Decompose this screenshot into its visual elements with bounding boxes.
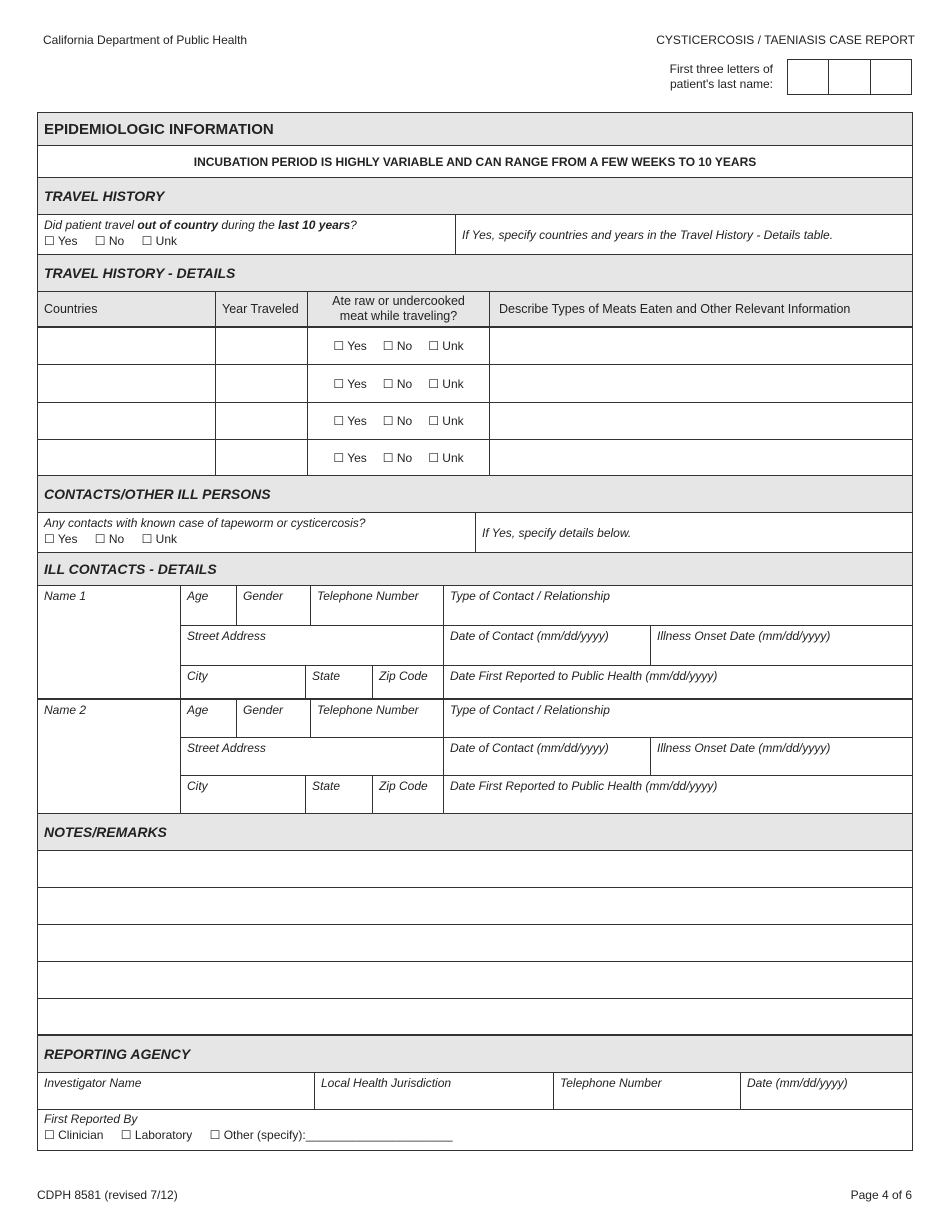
laboratory-checkbox[interactable]: ☐ Laboratory bbox=[120, 1128, 193, 1142]
case-report-form bbox=[37, 112, 913, 1151]
contact-block-2 bbox=[38, 700, 912, 814]
gender-field[interactable]: Gender bbox=[237, 586, 311, 625]
travel-row bbox=[38, 365, 912, 403]
reporting-section-header: REPORTING AGENCY bbox=[38, 1036, 912, 1073]
travel-question: Did patient travel out of country during the last 10 years? ☐ Yes ☐ No ☐ Unk bbox=[38, 215, 456, 254]
travel-row bbox=[38, 440, 912, 476]
ate-unk-checkbox[interactable]: ☐ Unk bbox=[428, 339, 464, 353]
age-field[interactable]: Age bbox=[181, 700, 237, 737]
col-describe: Describe Types of Meats Eaten and Other Relevant Information bbox=[490, 292, 912, 326]
travel-unk-checkbox[interactable]: ☐ Unk bbox=[141, 234, 178, 248]
state-field[interactable]: State bbox=[306, 666, 373, 698]
ate-no-checkbox[interactable]: ☐ No bbox=[382, 339, 413, 353]
notes-line[interactable] bbox=[38, 888, 912, 925]
contact-name-1[interactable]: Name 1 bbox=[38, 586, 181, 698]
contacts-question-row bbox=[38, 513, 912, 553]
date-first-reported-field[interactable]: Date First Reported to Public Health (mm/dd/yyyy) bbox=[450, 669, 718, 683]
city-field[interactable]: City bbox=[181, 666, 306, 698]
state-field[interactable]: State bbox=[306, 776, 373, 813]
type-contact-field[interactable]: Type of Contact / Relationship bbox=[450, 703, 610, 717]
contacts-unk-checkbox[interactable]: ☐ Unk bbox=[141, 532, 178, 546]
telephone-field[interactable]: Telephone Number bbox=[311, 586, 444, 625]
form-id: CDPH 8581 (revised 7/12) bbox=[37, 1188, 178, 1202]
contacts-question: Any contacts with known case of tapeworm or cysticercosis? ☐ Yes ☐ No ☐ Unk bbox=[38, 513, 476, 552]
ill-contacts-header: ILL CONTACTS - DETAILS bbox=[38, 553, 912, 586]
date-first-reported-field[interactable]: Date First Reported to Public Health (mm/dd/yyyy) bbox=[450, 779, 718, 793]
notes-line[interactable] bbox=[38, 999, 912, 1036]
page-number: Page 4 of 6 bbox=[850, 1188, 912, 1202]
illness-onset-field[interactable]: Illness Onset Date (mm/dd/yyyy) bbox=[657, 629, 831, 643]
travel-row bbox=[38, 328, 912, 365]
year-input[interactable] bbox=[216, 328, 308, 364]
initials-boxes bbox=[787, 59, 912, 95]
first-reported-row: First Reported By ☐ Clinician ☐ Laboratory ☐ Other (specify):______________________ bbox=[44, 1112, 453, 1142]
epi-section-header: EPIDEMIOLOGIC INFORMATION bbox=[38, 113, 912, 146]
col-countries: Countries bbox=[38, 292, 216, 326]
contacts-no-checkbox[interactable]: ☐ No bbox=[94, 532, 125, 546]
contacts-section-header: CONTACTS/OTHER ILL PERSONS bbox=[38, 476, 912, 513]
street-field[interactable]: Street Address bbox=[181, 738, 444, 775]
ate-no-checkbox[interactable]: ☐ No bbox=[382, 414, 413, 428]
ate-unk-checkbox[interactable]: ☐ Unk bbox=[428, 450, 464, 465]
clinician-checkbox[interactable]: ☐ Clinician bbox=[44, 1128, 104, 1142]
year-input[interactable] bbox=[216, 440, 308, 475]
ate-no-checkbox[interactable]: ☐ No bbox=[382, 376, 413, 391]
other-checkbox[interactable]: ☐ Other (specify):______________________ bbox=[209, 1128, 453, 1142]
zip-field[interactable]: Zip Code bbox=[373, 776, 444, 813]
ate-yes-checkbox[interactable]: ☐ Yes bbox=[333, 414, 367, 428]
contacts-hint: If Yes, specify details below. bbox=[482, 525, 632, 540]
country-input[interactable] bbox=[38, 328, 216, 364]
describe-input[interactable] bbox=[490, 328, 912, 364]
travel-row bbox=[38, 403, 912, 440]
telephone-field[interactable]: Telephone Number bbox=[311, 700, 444, 737]
travel-no-checkbox[interactable]: ☐ No bbox=[94, 234, 125, 248]
illness-onset-field[interactable]: Illness Onset Date (mm/dd/yyyy) bbox=[657, 741, 831, 755]
travel-section-header: TRAVEL HISTORY bbox=[38, 178, 912, 215]
contact-name-2[interactable]: Name 2 bbox=[38, 700, 181, 813]
ate-yes-checkbox[interactable]: ☐ Yes bbox=[333, 376, 367, 391]
contact-block-1 bbox=[38, 586, 912, 700]
year-input[interactable] bbox=[216, 365, 308, 402]
date-contact-field[interactable]: Date of Contact (mm/dd/yyyy) bbox=[444, 738, 651, 775]
travel-details-columns bbox=[38, 292, 912, 328]
type-contact-field[interactable]: Type of Contact / Relationship bbox=[450, 589, 610, 603]
notes-line[interactable] bbox=[38, 851, 912, 888]
ate-unk-checkbox[interactable]: ☐ Unk bbox=[428, 414, 464, 428]
describe-input[interactable] bbox=[490, 403, 912, 439]
initials-label: First three letters of patient's last name: bbox=[669, 62, 773, 91]
gender-field[interactable]: Gender bbox=[237, 700, 311, 737]
date-contact-field[interactable]: Date of Contact (mm/dd/yyyy) bbox=[444, 626, 651, 665]
country-input[interactable] bbox=[38, 440, 216, 475]
reporting-telephone-field[interactable]: Telephone Number bbox=[554, 1073, 741, 1109]
reporting-date-field[interactable]: Date (mm/dd/yyyy) bbox=[747, 1076, 848, 1090]
travel-yes-checkbox[interactable]: ☐ Yes bbox=[44, 234, 78, 248]
travel-question-row bbox=[38, 215, 912, 255]
initial-box-1[interactable] bbox=[788, 60, 829, 94]
describe-input[interactable] bbox=[490, 365, 912, 402]
street-field[interactable]: Street Address bbox=[181, 626, 444, 665]
year-input[interactable] bbox=[216, 403, 308, 439]
col-ate-raw: Ate raw or undercooked meat while traveling? bbox=[308, 292, 490, 326]
col-year: Year Traveled bbox=[216, 292, 308, 326]
notes-line[interactable] bbox=[38, 925, 912, 962]
travel-details-header: TRAVEL HISTORY - DETAILS bbox=[38, 255, 912, 292]
ate-no-checkbox[interactable]: ☐ No bbox=[382, 450, 413, 465]
city-field[interactable]: City bbox=[181, 776, 306, 813]
zip-field[interactable]: Zip Code bbox=[373, 666, 444, 698]
contacts-yes-checkbox[interactable]: ☐ Yes bbox=[44, 532, 78, 546]
country-input[interactable] bbox=[38, 403, 216, 439]
ate-yes-checkbox[interactable]: ☐ Yes bbox=[333, 450, 367, 465]
travel-hint: If Yes, specify countries and years in the Travel History - Details table. bbox=[462, 227, 834, 242]
initial-box-3[interactable] bbox=[871, 60, 911, 94]
incubation-notice: INCUBATION PERIOD IS HIGHLY VARIABLE AND CAN RANGE FROM A FEW WEEKS TO 10 YEARS bbox=[38, 146, 912, 178]
ate-yes-checkbox[interactable]: ☐ Yes bbox=[333, 339, 367, 353]
describe-input[interactable] bbox=[490, 440, 912, 475]
report-title: CYSTICERCOSIS / TAENIASIS CASE REPORT bbox=[656, 33, 915, 47]
ate-unk-checkbox[interactable]: ☐ Unk bbox=[428, 376, 464, 391]
age-field[interactable]: Age bbox=[181, 586, 237, 625]
jurisdiction-field[interactable]: Local Health Jurisdiction bbox=[315, 1073, 554, 1109]
country-input[interactable] bbox=[38, 365, 216, 402]
initial-box-2[interactable] bbox=[829, 60, 870, 94]
notes-section-header: NOTES/REMARKS bbox=[38, 814, 912, 851]
investigator-field[interactable]: Investigator Name bbox=[38, 1073, 315, 1109]
notes-line[interactable] bbox=[38, 962, 912, 999]
reporting-row bbox=[38, 1073, 912, 1110]
agency-name: California Department of Public Health bbox=[43, 33, 248, 47]
